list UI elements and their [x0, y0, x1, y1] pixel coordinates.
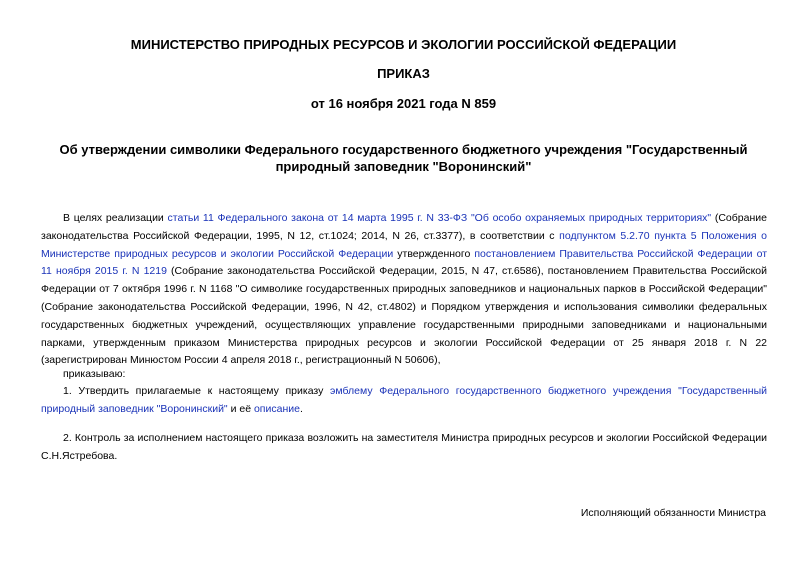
ministry-heading: МИНИСТЕРСТВО ПРИРОДНЫХ РЕСУРСОВ И ЭКОЛОГИИ РОССИЙСКОЙ ФЕДЕРАЦИИ — [130, 37, 677, 52]
order-item-1 — [41, 383, 767, 419]
item1-text-1: 1. Утвердить прилагаемые к настоящему приказу — [63, 385, 331, 397]
preamble-text-1: В целях реализации — [63, 212, 168, 224]
preamble-text-2: (Собрание законодательства Российской Федерации, 1995, N 12, ст.1024; 2014, N 26, ст.3377), в соответствии с — [41, 212, 767, 242]
document-type-heading: ПРИКАЗ — [377, 66, 430, 81]
subject-heading: Об утверждении символики Федерального государственного бюджетного учреждения "Государственный природный заповедник "Воронинский" — [59, 142, 748, 174]
preamble-text-4: (Собрание законодательства Российской Федерации, 2015, N 47, ст.6586), постановлением Правительства Российской Федерации от 7 октября 1996 г. N 1168 "О символике государственных природных заповедников и национальных парков в Российской Федерации" (Собрание законодательства Российской Федерации, 1996, N 42, ст.4802) и Порядком утверждения и использования символики федеральных государственных бюджетных учреждений, осуществляющих управление государственными природными заповедниками и национальными парками, утвержденным приказом Министерства природных ресурсов и экологии Российской Федерации от 25 января 2018 г. N 22 (зарегистрирован Минюстом России 4 апреля 2018 г., регистрационный N 50606), — [41, 265, 768, 367]
preamble-text-3: утвержденного — [393, 247, 475, 260]
item1-text-3: . — [299, 402, 303, 415]
regulation-subclause-link[interactable]: подпунктом 5.2.70 пункта 5 Положения о Министерстве природных ресурсов и экологии Российской Федерации — [41, 229, 767, 260]
emblem-link[interactable]: эмблему Федерального государственного бюджетного учреждения "Государственный природный заповедник "Воронинский" — [41, 385, 767, 415]
item1-text-2: и её — [227, 402, 254, 415]
orders-label: приказываю: — [63, 368, 126, 380]
government-resolution-link[interactable]: постановлением Правительства Российской Федерации от 11 ноября 2015 г. N 1219 — [41, 247, 767, 278]
order-item-2: 2. Контроль за исполнением настоящего приказа возложить на заместителя Министра природных ресурсов и экологии Российской Федерации С.Н.Ястребова. — [41, 432, 767, 462]
preamble-paragraph — [41, 210, 767, 370]
law-article-link[interactable]: статьи 11 Федерального закона от 14 марта 1995 г. N 33-ФЗ "Об особо охраняемых природных территориях" — [167, 212, 712, 224]
signature-title: Исполняющий обязанности Министра — [580, 507, 766, 519]
date-number-heading: от 16 ноября 2021 года N 859 — [310, 96, 497, 111]
description-link[interactable]: описание — [253, 402, 300, 415]
